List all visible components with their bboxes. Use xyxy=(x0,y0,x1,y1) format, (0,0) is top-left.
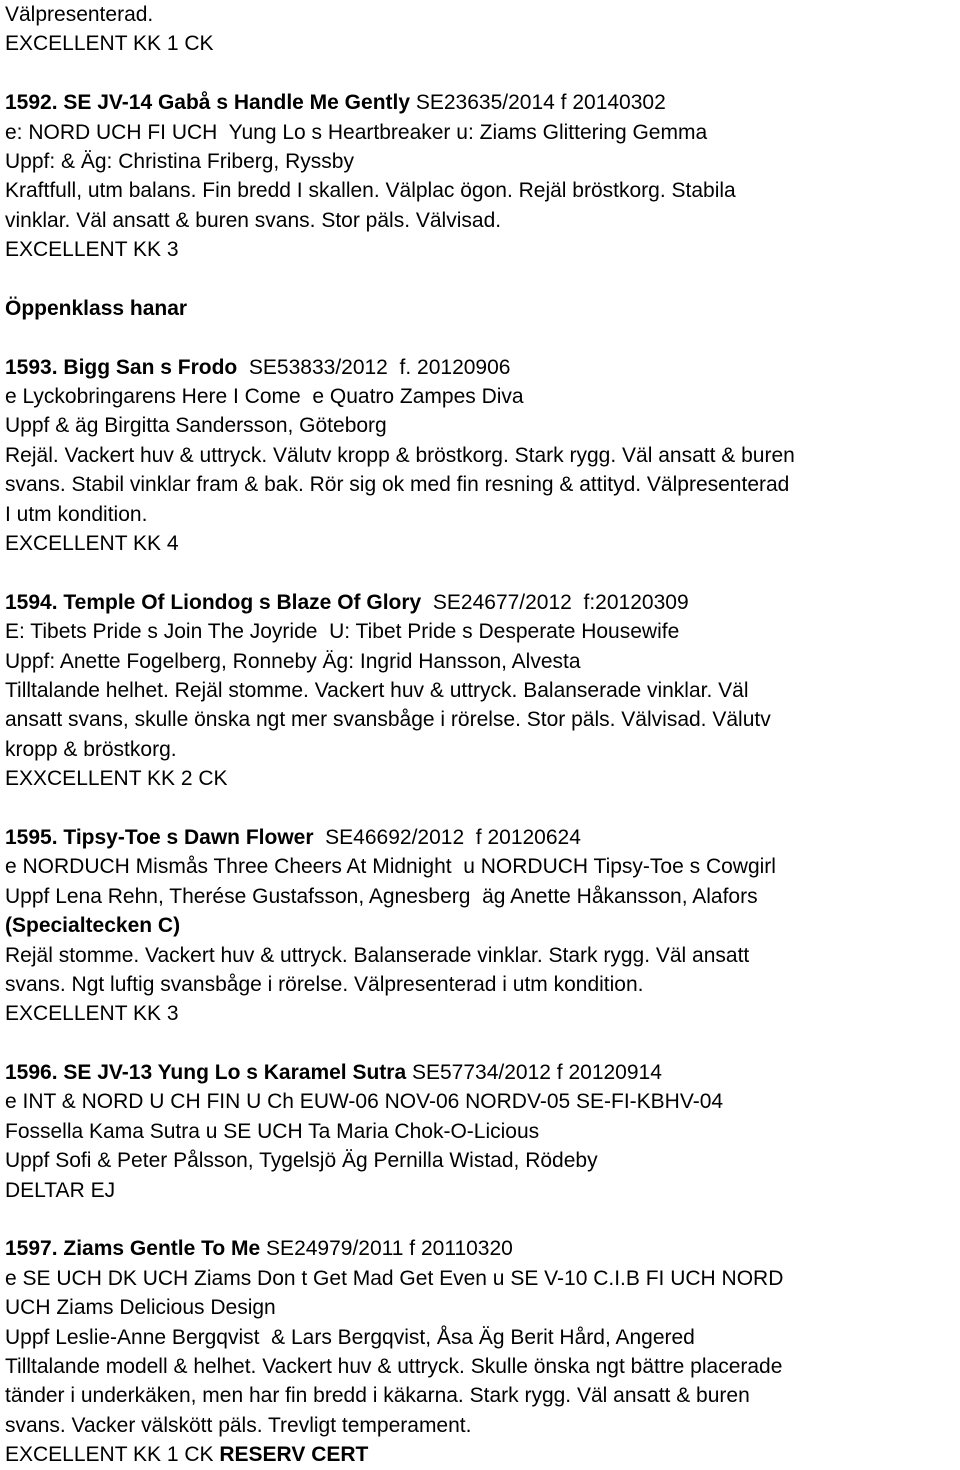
entry-1593-header xyxy=(5,353,960,382)
entry-1592-reg: SE23635/2014 f 20140302 xyxy=(410,91,666,115)
entry-1592-breeder: Uppf: & Äg: Christina Friberg, Ryssby xyxy=(5,149,354,173)
entry-1594-critique-3: kropp & bröstkorg. xyxy=(5,737,177,761)
entry-1595-reg: SE46692/2012 f 20120624 xyxy=(313,825,581,849)
entry-1597-result-bold: RESERV CERT xyxy=(219,1443,369,1467)
entry-1594-reg: SE24677/2012 f:20120309 xyxy=(421,590,689,614)
entry-1596-result: DELTAR EJ xyxy=(5,1178,116,1202)
entry-1592-name: SE JV-14 Gabå s Handle Me Gently xyxy=(57,91,411,115)
entry-1593-parents: e Lyckobringarens Here I Come e Quatro Zampes Diva xyxy=(5,385,524,409)
class-heading-text: Öppenklass hanar xyxy=(5,296,188,320)
entry-1594-number: 1594. xyxy=(5,590,58,614)
entry-1597-critique-1: Tilltalande modell & helhet. Vackert huv & uttryck. Skulle önska ngt bättre placerade xyxy=(5,1354,783,1378)
entry-1595-special xyxy=(5,911,960,940)
entry-1595-critique-2: svans. Ngt luftig svansbåge i rörelse. Välpresenterad i utm kondition. xyxy=(5,972,644,996)
document-page xyxy=(5,0,960,1470)
entry-1592-critique-1: Kraftfull, utm balans. Fin bredd I skallen. Välplac ögon. Rejäl bröstkorg. Stabila xyxy=(5,179,736,203)
entry-1596-number: 1596. xyxy=(5,1061,58,1085)
entry-1597-result-line xyxy=(5,1440,960,1469)
entry-1597-name: Ziams Gentle To Me xyxy=(57,1237,261,1261)
entry-1593-result: EXCELLENT KK 4 xyxy=(5,532,179,556)
entry-1597-critique-2: tänder i underkäken, men har fin bredd i käkarna. Stark rygg. Väl ansatt & buren xyxy=(5,1384,750,1408)
entry-1597-number: 1597. xyxy=(5,1237,58,1261)
entry-1593-number: 1593. xyxy=(5,355,58,379)
intro-result: EXCELLENT KK 1 CK xyxy=(5,32,214,56)
entry-1597-parents-1: e SE UCH DK UCH Ziams Don t Get Mad Get Even u SE V-10 C.I.B FI UCH NORD xyxy=(5,1266,784,1290)
entry-1596-parents-2: Fossella Kama Sutra u SE UCH Ta Maria Chok-O-Licious xyxy=(5,1119,540,1143)
entry-1593-critique-2: svans. Stabil vinklar fram & bak. Rör sig ok med fin resning & attityd. Välpresenterad xyxy=(5,473,790,497)
entry-1593-critique-3: I utm kondition. xyxy=(5,502,148,526)
entry-1595-result: EXCELLENT KK 3 xyxy=(5,1002,179,1026)
spacer xyxy=(5,1029,960,1058)
entry-1597-critique-3: svans. Vacker välskött päls. Trevligt temperament. xyxy=(5,1413,472,1437)
entry-1592-critique-2: vinklar. Väl ansatt & buren svans. Stor päls. Välvisad. xyxy=(5,208,502,232)
entry-1592-parents: e: NORD UCH FI UCH Yung Lo s Heartbreaker u: Ziams Glittering Gemma xyxy=(5,120,708,144)
entry-1597-reg: SE24979/2011 f 20110320 xyxy=(260,1237,513,1261)
entry-1596-breeder: Uppf Sofi & Peter Pålsson, Tygelsjö Äg Pernilla Wistad, Rödeby xyxy=(5,1149,598,1173)
intro-line-1: Välpresenterad. xyxy=(5,3,154,26)
class-heading xyxy=(5,294,960,323)
entry-1595-name: Tipsy-Toe s Dawn Flower xyxy=(57,825,314,849)
entry-1593-critique-1: Rejäl. Vackert huv & uttryck. Välutv kropp & bröstkorg. Stark rygg. Väl ansatt & buren xyxy=(5,443,795,467)
entry-1592-result: EXCELLENT KK 3 xyxy=(5,238,179,262)
entry-1596-header xyxy=(5,1058,960,1087)
entry-1596-parents-1: e INT & NORD U CH FIN U Ch EUW-06 NOV-06 NORDV-05 SE-FI-KBHV-04 xyxy=(5,1090,724,1114)
entry-1594-critique-2: ansatt svans, skulle önska ngt mer svansbåge i rörelse. Stor päls. Välvisad. Välutv xyxy=(5,708,771,732)
spacer xyxy=(5,794,960,823)
entry-1593-reg: SE53833/2012 f. 20120906 xyxy=(237,355,511,379)
entry-1597-breeder: Uppf Leslie-Anne Bergqvist & Lars Bergqvist, Åsa Äg Berit Hård, Angered xyxy=(5,1325,695,1349)
entry-1597-parents-2: UCH Ziams Delicious Design xyxy=(5,1296,276,1320)
entry-1595-special-text: (Specialtecken C) xyxy=(5,914,181,938)
entry-1594-critique-1: Tilltalande helhet. Rejäl stomme. Vackert huv & uttryck. Balanserade vinklar. Väl xyxy=(5,678,749,702)
entry-1597-result: EXCELLENT KK 1 CK xyxy=(5,1443,220,1467)
entry-1595-breeder: Uppf Lena Rehn, Therése Gustafsson, Agnesberg äg Anette Håkansson, Alafors xyxy=(5,884,758,908)
spacer xyxy=(5,323,960,352)
entry-1596-name: SE JV-13 Yung Lo s Karamel Sutra xyxy=(57,1061,407,1085)
spacer xyxy=(5,59,960,88)
entry-1592-number: 1592. xyxy=(5,91,58,115)
entry-1594-header xyxy=(5,588,960,617)
entry-1595-critique-1: Rejäl stomme. Vackert huv & uttryck. Balanserade vinklar. Stark rygg. Väl ansatt xyxy=(5,943,750,967)
entry-1594-name: Temple Of Liondog s Blaze Of Glory xyxy=(57,590,422,614)
entry-1595-number: 1595. xyxy=(5,825,58,849)
entry-1595-parents: e NORDUCH Mismås Three Cheers At Midnight u NORDUCH Tipsy-Toe s Cowgirl xyxy=(5,855,776,879)
entry-1596-reg: SE57734/2012 f 20120914 xyxy=(406,1061,662,1085)
entry-1592-header xyxy=(5,88,960,117)
entry-1597-header xyxy=(5,1234,960,1263)
entry-1594-result: EXXCELLENT KK 2 CK xyxy=(5,767,228,791)
entry-1593-breeder: Uppf & äg Birgitta Sandersson, Göteborg xyxy=(5,414,387,438)
spacer xyxy=(5,265,960,294)
spacer xyxy=(5,558,960,587)
entry-1594-breeder: Uppf: Anette Fogelberg, Ronneby Äg: Ingrid Hansson, Alvesta xyxy=(5,649,581,673)
entry-1593-name: Bigg San s Frodo xyxy=(57,355,238,379)
entry-1595-header xyxy=(5,823,960,852)
spacer xyxy=(5,1205,960,1234)
entry-1594-parents: E: Tibets Pride s Join The Joyride U: Tibet Pride s Desperate Housewife xyxy=(5,620,680,644)
